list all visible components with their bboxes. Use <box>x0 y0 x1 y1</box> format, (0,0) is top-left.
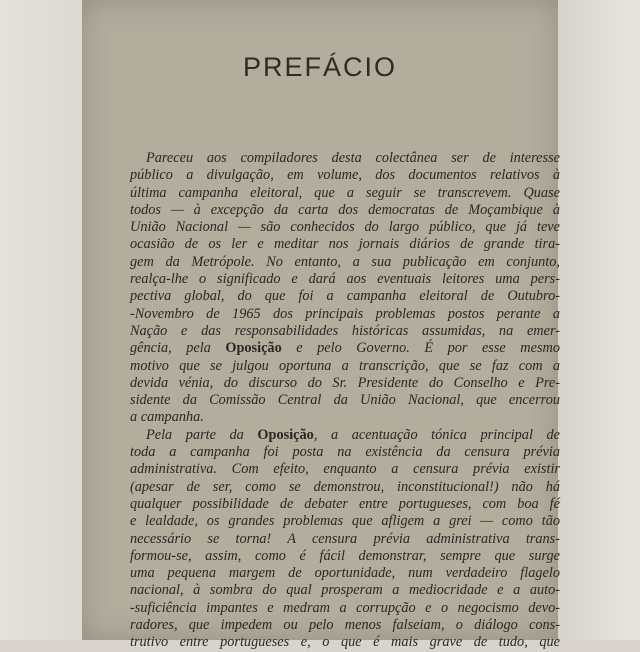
text-line: a campanha. <box>130 409 204 426</box>
emphasis-oposicao: Oposição <box>225 340 282 357</box>
page-title: PREFÁCIO <box>242 52 398 82</box>
text-line: e lealdade, os grandes problemas que afligem a grei — como tão <box>130 513 560 530</box>
book-page <box>82 0 560 651</box>
text-line: todos — à excepção da carta dos democratas de Moçambique à <box>130 201 560 218</box>
text-line: devida vénia, do discurso do Sr. Presidente do Conselho e Pre- <box>130 374 560 391</box>
text-line: público a divulgação, em volume, dos documentos relativos à <box>130 167 560 184</box>
text-line: Pela parte da Oposição, a acentuação tónica principal de <box>146 426 560 443</box>
text-line: ocasião de os ler e meditar nos jornais diários de grande tira- <box>130 236 560 253</box>
text-line: gem da Metrópole. No entanto, a sua publicação em conjunto, <box>130 253 560 270</box>
emphasis-oposicao: Oposição <box>257 426 314 443</box>
text-line: motivo que se julgou oportuna a transcrição, que se faz com a <box>130 357 560 374</box>
text-line: União Nacional — são conhecidos do largo público, que já teve <box>130 219 560 236</box>
text-line: gência, pela Oposição e pelo Governo. É por esse mesmo <box>130 340 560 357</box>
text-line: Pareceu aos compiladores desta colectânea ser de interesse <box>146 150 560 166</box>
text-line: -suficiência impantes e medram a corrupção e o negocismo devo- <box>130 599 560 616</box>
text-line: qualquer possibilidade de debater entre portugueses, com boa fé <box>130 495 560 512</box>
left-background <box>0 0 82 640</box>
text-line: toda a campanha foi posta na existência da censura prévia <box>130 444 560 461</box>
text-line: -Novembro de 1965 dos principais problemas postos perante a <box>130 305 560 322</box>
preface-body <box>130 150 560 652</box>
text-line: formou-se, assim, como é fácil demonstrar, sempre que surge <box>130 547 560 564</box>
text-line: pectiva global, do que foi a campanha eleitoral de Outubro- <box>130 288 560 305</box>
text-line: necessário se torna! A censura prévia administrativa trans- <box>130 530 560 547</box>
text-line: Nação e das responsabilidades históricas assumidas, na emer- <box>130 322 560 339</box>
text-line: realça-lhe o significado e dará aos eventuais leitores uma pers- <box>130 271 560 288</box>
text-line: radores, que impedem ou pelo menos falseiam, o diálogo cons- <box>130 617 560 634</box>
text-line: nacional, à sombra do qual prosperam a mediocridade e a auto- <box>130 582 560 599</box>
right-background <box>558 0 640 640</box>
text-line: administrativa. Com efeito, enquanto a censura prévia existir <box>130 461 560 478</box>
text-line: última campanha eleitoral, que a seguir se transcrevem. Quase <box>130 184 560 201</box>
text-line: (apesar de ser, como se demonstrou, inconstitucional!) não há <box>130 478 560 495</box>
text-line: trutivo entre portugueses e, o que é mais grave de tudo, que <box>130 634 560 651</box>
text-line: uma pequena margem de oportunidade, num verdadeiro flagelo <box>130 565 560 582</box>
text-line: sidente da Comissão Central da União Nacional, que encerrou <box>130 392 560 409</box>
